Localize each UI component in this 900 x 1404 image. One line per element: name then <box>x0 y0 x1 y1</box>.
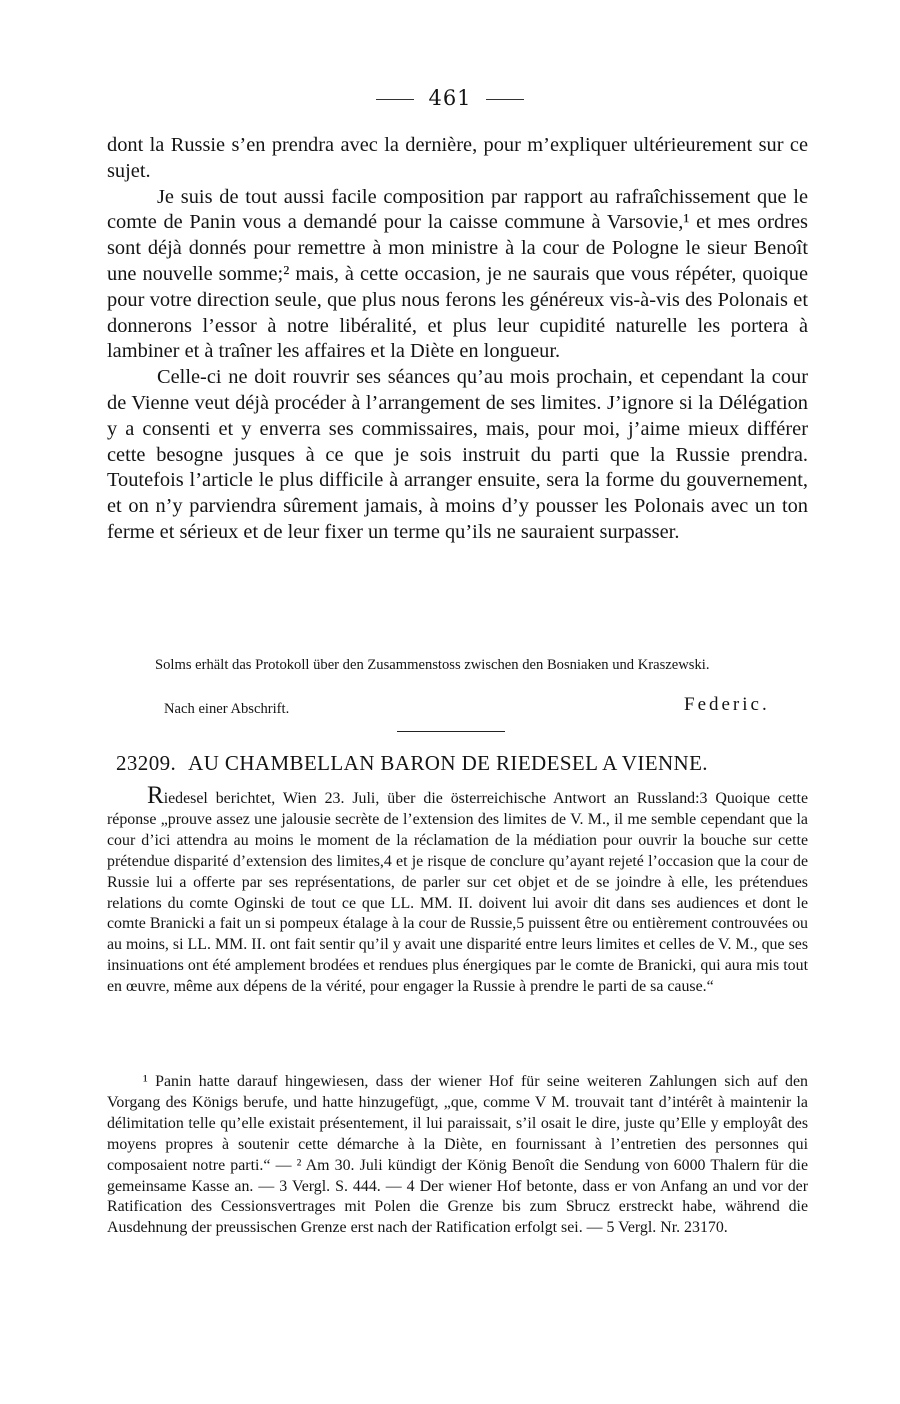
paragraph-caisse-commune: Je suis de tout aussi facile composition par rapport au rafraîchissement que le comte de Panin vous a demandé pour la caisse commune à Varsovie,¹ et mes ordres sont déjà donnés pour remettre à mon ministre à la cour de Pologne le sieur Benoît une nouvelle somme;² mais, à cette occasion, je ne saurais que vous répéter, quoique pour votre direction seule, que plus nous ferons les généreux vis-à-vis des Polonais et donnerons l’essor à notre libéralité, et plus leur cupidité naturelle les portera à lambiner et à traîner les affaires et la Diète en longueur. <box>107 185 808 363</box>
page-header <box>0 86 900 110</box>
paragraph-continuation: dont la Russie s’en prendra avec la dernière, pour m’expliquer ultérieurement sur ce sujet. <box>107 134 808 182</box>
header-dash-left <box>376 99 414 100</box>
main-letter-text <box>107 133 808 546</box>
letter-body-content: iedesel berichtet, Wien 23. Juli, über die österreichische Antwort an Russland:3 Quoique cette réponse „prouve assez une jalousie secrète de l’extension des limites de V. M., il me semble cependant que la cour d’ici attendra au moins le moment de la réclamation de la médiation pour ouvrir la bouche sur cette prétendue disparité d’extension des limites,4 et je risque de conclure qu’ayant rejeté l’occasion que la cour de Russie lui a offerte par ses représentations, de parler sur cet objet et de se joindre à elle, les prétendues relations du comte Oginski de tout ce que LL. MM. II. doivent lui avoir dit dans ses audiences et dont le comte Branicki a fait un si pompeux étalage à la cour de Russie,5 puissent être ou entièrement controuvées ou au moins, si LL. MM. II. ont fait sentir qu’il y avait une disparité entre leurs limites et celles de V. M., que ses insinuations ont été amplement brodées et rendues plus énergiques par le comte de Branicki, qui aura mis tout en œuvre, même aux dépens de la vérité, pour engager la Russie à prendre le parti de sa cause.“ <box>107 790 808 996</box>
letter-body-text <box>107 782 808 998</box>
header-dash-right <box>486 99 524 100</box>
footnotes <box>107 1072 808 1239</box>
drop-initial: R <box>147 782 164 809</box>
signature: Federic. <box>684 694 770 715</box>
german-note-text: Solms erhält das Protokoll über den Zusammenstoss zwischen den Bosniaken und Kraszewski. <box>155 657 710 673</box>
page-number: 461 <box>428 86 472 110</box>
german-summary-note <box>107 655 808 676</box>
letter-body <box>107 782 808 998</box>
letter-heading <box>116 751 806 776</box>
paragraph-diete: Celle-ci ne doit rouvrir ses séances qu’au mois prochain, et cependant la cour de Vienne veut déjà procéder à l’arrangement de ses limites. J’ignore si la Délégation y a consenti et y enverra ses commissaires, mais, pour moi, j’aime mieux différer cette besogne jusques à ce que je sois instruit du parti que la Russie prendra. Toutefois l’article le plus difficile à arranger ensuite, sera la forme du gouvernement, et on n’y parviendra sûrement jamais, à moins d’y pousser les Polonais avec un ton ferme et sérieux et de leur fixer un terme qu’ils ne sauraient surpasser. <box>107 366 808 543</box>
section-divider <box>397 731 505 732</box>
footnote-text: ¹ Panin hatte darauf hingewiesen, dass der wiener Hof für seine weiteren Zahlungen sich auf den Vorgang des Königs berufe, und hatte hinzugefügt, „que, comme V M. trouvait tant d’intérêt à maintenir la délimitation telle qu’elle existait présentement, il lui paraissait, s’il osait le dire, juste qu’Elle y employât des moyens propres à soutenir cette démarche à la Diète, en fournissant à l’entretien des personnes qui composaient notre parti.“ — ² Am 30. Juli kündigt der König Benoît die Sendung von 6000 Thalern für die gemeinsame Kasse an. — 3 Vergl. S. 444. — 4 Der wiener Hof betonte, dass er von Anfang an und vor der Ratification des Cessionsvertrages mit Polen die Grenze bis zum Sbrucz erstreckt habe, während die Ausdehnung der preussischen Grenze erst nach der Ratification erfolgt sei. — 5 Vergl. Nr. 23170. <box>107 1073 808 1237</box>
source-note: Nach einer Abschrift. <box>164 701 290 717</box>
letter-title: AU CHAMBELLAN BARON DE RIEDESEL A VIENNE. <box>188 751 708 775</box>
letter-number: 23209. <box>116 751 177 775</box>
